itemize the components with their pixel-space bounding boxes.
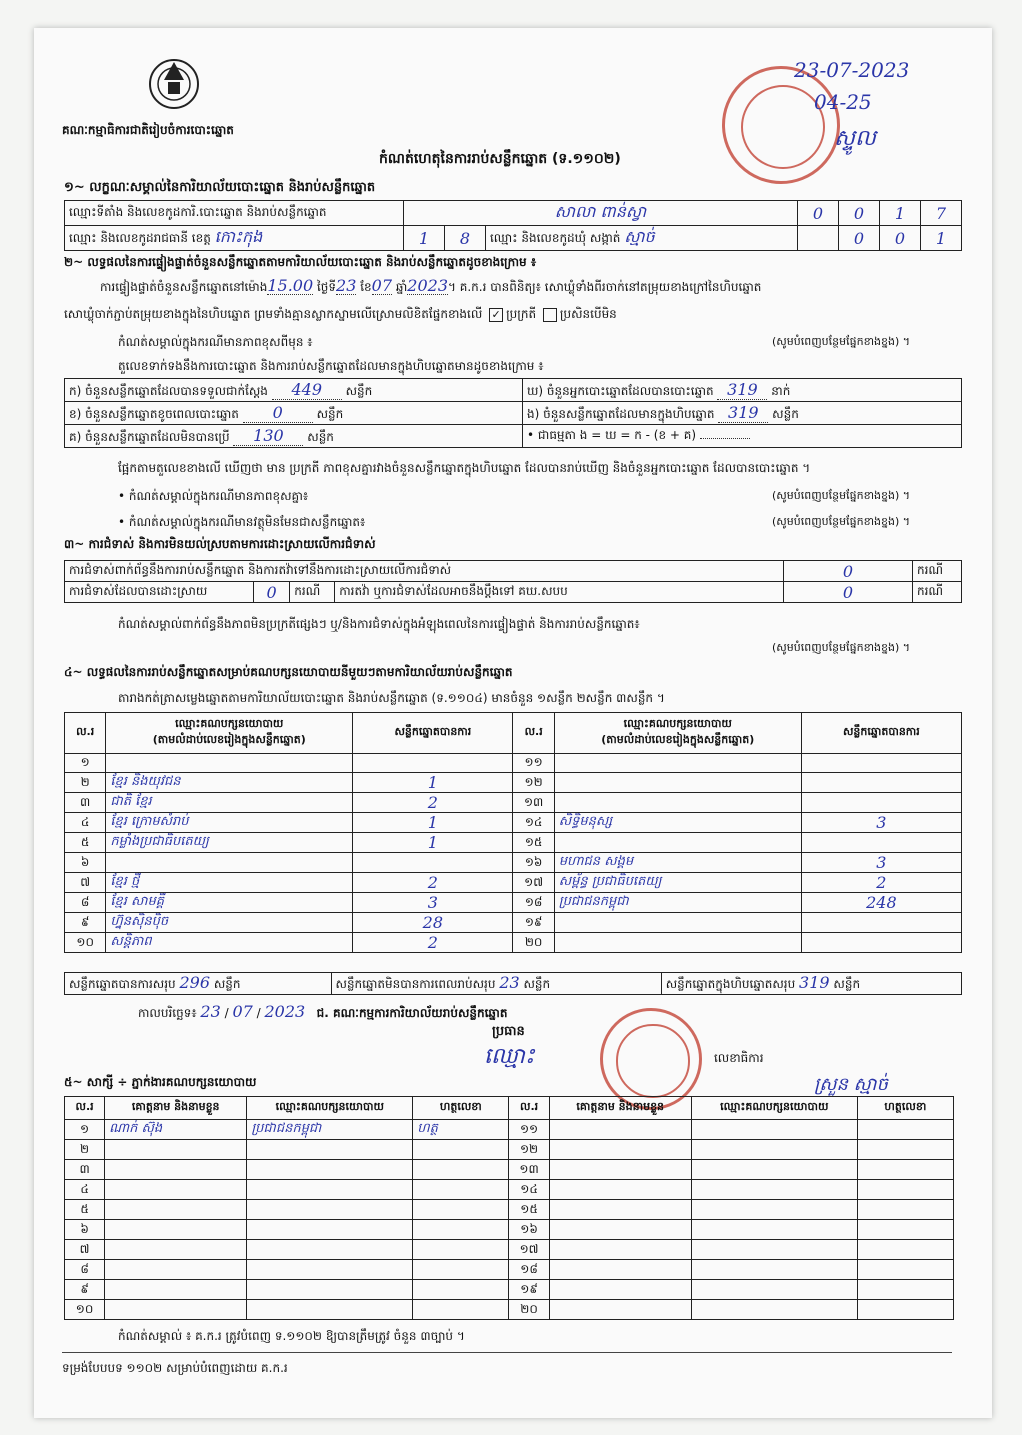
witness-no: ៥ — [65, 1200, 105, 1220]
org-name: គណៈកម្មាធិការជាតិរៀបចំការបោះឆ្នោត — [62, 123, 234, 137]
section1-heading: ១~ លក្ខណៈសម្គាល់នៃការិយាល័យបោះឆ្នោត និងរាប់សន្លឹកឆ្នោត — [64, 180, 376, 195]
province-code-2: 8 — [445, 226, 486, 251]
witness-signature-2 — [857, 1220, 953, 1240]
witness-signature-2 — [857, 1240, 953, 1260]
count-right-cell — [523, 379, 962, 402]
signing-month: 07 — [232, 1002, 253, 1021]
result-no-2: ១៥ — [513, 833, 554, 853]
result-party-2: ប្រជាជនកម្ពុជា — [554, 893, 801, 913]
witness-party-2 — [691, 1260, 857, 1280]
witness-row — [65, 1300, 954, 1320]
count-left-unit: សន្លឹក — [307, 429, 334, 444]
result-votes: 1 — [353, 773, 513, 793]
witness-signature-2 — [857, 1120, 953, 1140]
count-left-cell — [65, 379, 523, 402]
witness-no-2: ១៥ — [509, 1200, 549, 1220]
witness-no-2: ១៣ — [509, 1160, 549, 1180]
result-row — [65, 773, 962, 793]
witness-party — [247, 1300, 413, 1320]
commune-code-1: 0 — [839, 226, 880, 251]
result-party: ខ្មែរ និងយុវជន — [106, 773, 353, 793]
national-emblem-icon — [142, 50, 206, 112]
witness-no: ៧ — [65, 1240, 105, 1260]
witness-signature — [413, 1200, 509, 1220]
document-page — [34, 28, 992, 1418]
witness-party-2 — [691, 1180, 857, 1200]
verification-line-2: សោឃ្លុំចាក់ភ្ជាប់តម្រុយខាងក្នុងនៃហិបឆ្នោត ព្រមទាំងគ្មានស្លាកស្នាមលើស្រោមលិខិតផ្នែកខាងលើ ✓ ប្រក្រតី ប្រសិនបើមិន — [64, 307, 617, 321]
resolved-label: ការជំទាស់ដែលបានដោះស្រាយ — [65, 582, 254, 603]
result-no: ២ — [65, 773, 106, 793]
stamp-time: 04-25 — [814, 90, 872, 114]
count-right-value: 319 — [718, 403, 768, 423]
result-votes: 28 — [353, 913, 513, 933]
complaints-label: ការជំទាស់ពាក់ព័ន្ធនឹងការរាប់សន្លឹកឆ្នោត និងការតវ៉ាទៅនឹងការដោះស្រាយលើការជំទាស់ — [65, 561, 784, 582]
count-right-cell — [523, 425, 962, 448]
witness-party-2 — [691, 1120, 857, 1140]
result-row — [65, 754, 962, 773]
witness-no-2: ១៤ — [509, 1180, 549, 1200]
witness-row — [65, 1220, 954, 1240]
witness-signature-2 — [857, 1280, 953, 1300]
witness-party — [247, 1180, 413, 1200]
result-no-2: ១៤ — [513, 813, 554, 833]
witness-signature — [413, 1140, 509, 1160]
result-row — [65, 873, 962, 893]
result-votes-2: 248 — [801, 893, 961, 913]
result-votes: 1 — [353, 813, 513, 833]
count-left-unit: សន្លឹក — [316, 406, 344, 421]
witness-no: ១ — [65, 1120, 105, 1140]
result-party-2 — [554, 754, 801, 773]
official-stamp-bottom — [600, 1008, 702, 1110]
total-in-box-value: 319 — [799, 973, 830, 992]
result-no-2: ២០ — [513, 933, 554, 953]
result-party-2 — [554, 913, 801, 933]
signing-date: កាលបរិច្ឆេទ៖ 23 / 07 / 2023 ជ. គណៈកម្មការការិយាល័យរាប់សន្លឹកឆ្នោត — [138, 1002, 508, 1021]
witness-party-2 — [691, 1220, 857, 1240]
result-no-2: ១៩ — [513, 913, 554, 933]
result-votes — [353, 853, 513, 873]
witness-signature — [413, 1220, 509, 1240]
result-party: ហ្វ៊ុនស៊ិនប៉ិច — [106, 913, 353, 933]
chair-signature: ឈ្មោះ — [484, 1044, 535, 1069]
count-left-label: ក) ចំនួនសន្លឹកឆ្នោតដែលបានទទួលជាក់ស្តែង — [69, 383, 268, 398]
fill-hint-2: (សូមបំពេញបន្ថែមផ្នែកខាងខ្នង) ។ — [772, 489, 911, 502]
tally-sheet-intro: តារាងកត់ត្រាសម្លេងឆ្នោតតាមការិយាល័យបោះឆ្នោត និងរាប់សន្លឹកឆ្នោត (ទ.១១០៤) មានចំនួន ១សន្លឹក ២សន្លឹក ៣សន្លឹក ។ — [118, 691, 665, 705]
resolved-value: 0 — [254, 582, 290, 603]
divider — [62, 1352, 952, 1353]
witness-signature — [413, 1300, 509, 1320]
witness-party: ប្រជាជនកម្ពុជា — [247, 1120, 413, 1140]
witness-row — [65, 1260, 954, 1280]
complaints-table: ការជំទាស់ពាក់ព័ន្ធនឹងការរាប់សន្លឹកឆ្នោត និងការតវ៉ាទៅនឹងការដោះស្រាយលើការជំទាស់ 0 ករណី ការជំទាស់ដែលបានដោះស្រាយ 0 ករណី ការតវ៉ា ឬការជំទាស់ដែលអាចនឹងប្តឹងទៅ គឃ.សបប 0 ករណី — [64, 560, 962, 603]
witness-no: ៣ — [65, 1160, 105, 1180]
count-right-unit: សន្លឹក — [772, 406, 799, 421]
witness-name-2 — [549, 1260, 691, 1280]
witness-no-2: ១៩ — [509, 1280, 549, 1300]
count-left-value: 130 — [233, 426, 303, 446]
appeal-value: 0 — [784, 582, 913, 603]
result-row — [65, 853, 962, 873]
count-row — [65, 402, 962, 425]
result-votes-2 — [801, 933, 961, 953]
result-party-2: មហាជន សង្គម — [554, 853, 801, 873]
witness-signature-2 — [857, 1140, 953, 1160]
location-code-2: 0 — [839, 201, 880, 226]
section1-table — [64, 200, 962, 251]
difference-note: • កំណត់សម្គាល់ក្នុងករណីមានភាពខុសគ្នា៖ — [118, 489, 309, 503]
verify-month: 07 — [371, 276, 393, 295]
totals-table — [64, 972, 962, 995]
result-votes: 3 — [353, 893, 513, 913]
witness-name-2 — [549, 1280, 691, 1300]
result-no-2: ១៣ — [513, 793, 554, 813]
count-right-label: ឃ) ចំនួនអ្នកបោះឆ្នោតដែលបានបោះឆ្នោត — [527, 383, 714, 398]
result-no: ៤ — [65, 813, 106, 833]
result-no: ៣ — [65, 793, 106, 813]
count-left-cell — [65, 402, 523, 425]
witness-signature — [413, 1260, 509, 1280]
location-label: ឈ្មោះទីតាំង និងលេខកូដការិ.បោះឆ្នោត និងរាប់សន្លឹកឆ្នោត — [65, 201, 404, 226]
result-votes-2: 3 — [801, 853, 961, 873]
witness-name — [105, 1220, 247, 1240]
result-votes-2: 3 — [801, 813, 961, 833]
commune-value: ស្មាច់ — [624, 227, 655, 246]
complaints-note: កំណត់សម្គាល់ពាក់ព័ន្ធនឹងភាពមិនប្រក្រតីផ្សេងៗ ឬ/និងការជំទាស់ក្នុងអំឡុងពេលនៃការផ្ទៀងផ្ទាត់ និងការរាប់សន្លឹកឆ្នោត៖ — [118, 617, 640, 631]
section3-heading: ៣~ ការជំទាស់ និងការមិនយល់ស្របតាមការដោះស្រាយលើការជំទាស់ — [64, 537, 376, 551]
witness-name-2 — [549, 1160, 691, 1180]
count-left-label: គ) ចំនួនសន្លឹកឆ្នោតដែលមិនបានប្រើ — [69, 429, 230, 444]
witness-no: ៨ — [65, 1260, 105, 1280]
result-votes-2 — [801, 754, 961, 773]
footnote: កំណត់សម្គាល់ ៖ គ.ក.រ ត្រូវបំពេញ ទ.១១០២ ឱ្យបានត្រឹមត្រូវ ចំនួន ៣ច្បាប់ ។ — [118, 1329, 465, 1343]
result-party: ខ្មែរ សាមគ្គី — [106, 893, 353, 913]
signing-day: 23 — [200, 1002, 221, 1021]
location-code-1: 0 — [798, 201, 839, 226]
result-votes — [353, 754, 513, 773]
witness-no-2: ១៦ — [509, 1220, 549, 1240]
result-party: កម្លាំងប្រជាធិបតេយ្យ — [106, 833, 353, 853]
result-party-2 — [554, 793, 801, 813]
verification-line-1: ការផ្ទៀងផ្ទាត់ចំនួនសន្លឹកឆ្នោតនៅម៉ោង15.00 ថ្ងៃទី23 ខែ07 ឆ្នាំ2023។ គ.ក.រ បានពិនិត្យ៖ សោឃ្លុំទាំងពីរចាក់នៅតម្រុយខាងក្រៅនៃហិបឆ្នោត — [100, 276, 762, 295]
result-votes: 2 — [353, 873, 513, 893]
result-no: ៦ — [65, 853, 106, 873]
witness-signature-2 — [857, 1300, 953, 1320]
witness-name: ណាក់ ស៊ុង — [105, 1120, 247, 1140]
commune-code-2: 0 — [880, 226, 921, 251]
witness-signature — [413, 1240, 509, 1260]
result-votes: 1 — [353, 833, 513, 853]
witness-party — [247, 1140, 413, 1160]
location-code-4: 7 — [921, 201, 962, 226]
result-party-2 — [554, 933, 801, 953]
witness-name — [105, 1180, 247, 1200]
witness-signature-2 — [857, 1200, 953, 1220]
witness-name-2 — [549, 1180, 691, 1200]
witness-name — [105, 1300, 247, 1320]
witness-name — [105, 1200, 247, 1220]
witness-row — [65, 1200, 954, 1220]
result-no: ១ — [65, 754, 106, 773]
result-row — [65, 833, 962, 853]
complaints-value: 0 — [784, 561, 913, 582]
section4-heading: ៤~ លទ្ធផលនៃការរាប់សន្លឹកឆ្នោតសម្រាប់គណបក្សនយោបាយនីមួយៗតាមការិយាល័យរាប់សន្លឹកឆ្នោត — [64, 665, 513, 679]
count-row — [65, 425, 962, 448]
result-row — [65, 893, 962, 913]
form-note: ទម្រង់បែបបទ ១១០២ សម្រាប់បំពេញដោយ គ.ក.រ — [62, 1361, 288, 1375]
result-votes-2 — [801, 793, 961, 813]
section2-heading: ២~ លទ្ធផលនៃការផ្ទៀងផ្ទាត់ចំនួនសន្លឹកឆ្នោតតាមការិយាល័យបោះឆ្នោត និងរាប់សន្លឹកឆ្នោតដូចខាងក្រោម ៖ — [64, 255, 537, 269]
witness-party-2 — [691, 1240, 857, 1260]
count-right-label: ង) ចំនួនសន្លឹកឆ្នោតដែលមានក្នុងហិបឆ្នោត — [527, 406, 715, 421]
result-party: ជាតិ ខ្មែរ — [106, 793, 353, 813]
witness-party — [247, 1280, 413, 1300]
location-code-3: 1 — [880, 201, 921, 226]
witness-no-2: ១២ — [509, 1140, 549, 1160]
witness-signature: ហត្ថ — [413, 1120, 509, 1140]
foreign-object-note: • កំណត់សម្គាល់ក្នុងករណីមានវត្ថុមិនមែនជាសន្លឹកឆ្នោត៖ — [118, 515, 366, 529]
total-valid-value: 296 — [179, 973, 211, 992]
witness-party-2 — [691, 1140, 857, 1160]
count-right-label: • ជាធម្មតា ង = ឃ = ក - (ខ + គ) — [527, 428, 697, 442]
witness-party — [247, 1260, 413, 1280]
result-party: ខ្មែរ ក្រោមសំរាប់ — [106, 813, 353, 833]
witness-signature-2 — [857, 1160, 953, 1180]
result-no-2: ១៦ — [513, 853, 554, 873]
result-no: ៨ — [65, 893, 106, 913]
witness-signature — [413, 1180, 509, 1200]
witness-name-2 — [549, 1220, 691, 1240]
witness-name-2 — [549, 1240, 691, 1260]
witness-row — [65, 1180, 954, 1200]
witness-name-2 — [549, 1200, 691, 1220]
witness-name — [105, 1140, 247, 1160]
result-party-2: សិទ្ធិមនុស្ស — [554, 813, 801, 833]
witness-no: ៦ — [65, 1220, 105, 1240]
results-table: ល.រ ឈ្មោះគណបក្សនយោបាយ (តាមលំដាប់លេខរៀងក្នុងសន្លឹកឆ្នោត) សន្លឹកឆ្នោតបានការ ល.រ ឈ្មោះគណបក្សនយោបាយ (តាមលំដាប់លេខរៀងក្នុងសន្លឹកឆ្នោត) សន្លឹកឆ្នោតបានការ ១ ១១ ២ ខ្មែរ និងយុវជន 1 ១២ ៣ ជាតិ ខ្មែរ 2 ១៣ ៤ ខ្មែរ ក្រោមសំរាប់ 1 ១៤ សិទ្ធិមនុស្ស 3 ៥ កម្លាំងប្រជាធិបតេយ្យ 1 ១៥ ៦ ១៦ មហាជន សង្គម 3 ៧ ខ្មែរ ថ្មី 2 ១៧ សម្ព័ន្ធ ប្រជាធិបតេយ្យ 2 ៨ ខ្មែរ សាមគ្គី 3 ១៨ ប្រជាជនកម្ពុជា 248 ៩ ហ្វ៊ុនស៊ិនប៉ិច 28 ១៩ ១០ សន្តិភាព 2 ២០ — [64, 712, 962, 953]
total-invalid-value: 23 — [499, 973, 520, 992]
total-invalid: សន្លឹកឆ្នោតមិនបានការពេលរាប់សរុប 23 សន្លឹក — [331, 973, 661, 995]
witness-party — [247, 1200, 413, 1220]
section5-heading: ៥~ សាក្សី ÷ ភ្នាក់ងារគណបក្សនយោបាយ — [64, 1075, 257, 1089]
province-label: ឈ្មោះ និងលេខកូដរាជធានី ខេត្ត កោះកុង — [65, 226, 404, 251]
result-no: ១០ — [65, 933, 106, 953]
result-party-2: សម្ព័ន្ធ ប្រជាធិបតេយ្យ — [554, 873, 801, 893]
normal-checkbox[interactable]: ✓ — [489, 308, 503, 322]
result-votes-2 — [801, 913, 961, 933]
province-code-1: 1 — [404, 226, 445, 251]
province-value: កោះកុង — [214, 227, 263, 246]
witness-no-2: ២០ — [509, 1300, 549, 1320]
signing-year: 2023 — [264, 1002, 306, 1021]
witness-no: ៩ — [65, 1280, 105, 1300]
commune-code-3: 1 — [921, 226, 962, 251]
witness-signature-2 — [857, 1260, 953, 1280]
witness-party-2 — [691, 1280, 857, 1300]
result-votes: 2 — [353, 793, 513, 813]
official-stamp-top — [722, 66, 840, 184]
result-party — [106, 754, 353, 773]
count-left-cell — [65, 425, 523, 448]
difference-check-line: ផ្អែកតាមតួលេខខាងលើ ឃើញថា មាន ប្រក្រតី ភាពខុសគ្នារវាងចំនួនសន្លឹកឆ្នោតក្នុងហិបឆ្នោត ដែលបានរាប់ឃើញ និងចំនួនអ្នកបោះឆ្នោត ដែលបានបោះឆ្នោត ។ — [118, 461, 811, 475]
result-row — [65, 813, 962, 833]
count-left-label: ខ) ចំនួនសន្លឹកឆ្នោតខូចពេលបោះឆ្នោត — [69, 406, 239, 421]
witness-no: ៤ — [65, 1180, 105, 1200]
witness-no-2: ១១ — [509, 1120, 549, 1140]
count-left-unit: សន្លឹក — [345, 383, 373, 398]
witness-no-2: ១៨ — [509, 1260, 549, 1280]
stamp-signature: ស្ទូល — [834, 126, 876, 151]
witness-signature-2 — [857, 1180, 953, 1200]
count-left-value: 0 — [243, 403, 313, 423]
appeal-label: ការតវ៉ា ឬការជំទាស់ដែលអាចនឹងប្តឹងទៅ គឃ.សបប — [335, 582, 784, 603]
witness-row — [65, 1240, 954, 1260]
fill-hint-4: (សូមបំពេញបន្ថែមផ្នែកខាងខ្នង) ។ — [772, 641, 911, 654]
chair-label: ប្រធាន — [492, 1024, 525, 1039]
count-row — [65, 379, 962, 402]
verify-year: 2023 — [407, 276, 448, 295]
result-party: សន្តិភាព — [106, 933, 353, 953]
total-valid: សន្លឹកឆ្នោតបានការសរុប 296 សន្លឹក — [65, 973, 332, 995]
fill-hint-1: (សូមបំពេញបន្ថែមផ្នែកខាងខ្នង) ។ — [772, 335, 911, 348]
witness-name — [105, 1280, 247, 1300]
witness-party-2 — [691, 1300, 857, 1320]
witness-signature — [413, 1160, 509, 1180]
numbers-intro: តួលេខទាក់ទងនឹងការបោះឆ្នោត និងការរាប់សន្លឹកឆ្នោតដែលមានក្នុងហិបឆ្នោតមានដូចខាងក្រោម ៖ — [118, 359, 544, 373]
result-votes-2 — [801, 833, 961, 853]
location-value: សាលា ពាន់ស្វា — [404, 201, 798, 226]
verify-time: 15.00 — [267, 276, 314, 295]
witness-party — [247, 1220, 413, 1240]
fill-hint-3: (សូមបំពេញបន្ថែមផ្នែកខាងខ្នង) ។ — [772, 515, 911, 528]
witness-row — [65, 1120, 954, 1140]
result-party — [106, 853, 353, 873]
witness-party-2 — [691, 1200, 857, 1220]
irregular-note: កំណត់សម្គាល់ក្នុងករណីមានភាពខុសពីមុន ៖ — [118, 335, 313, 349]
count-right-value: 319 — [717, 380, 767, 400]
witness-row — [65, 1160, 954, 1180]
result-party-2 — [554, 773, 801, 793]
result-row — [65, 913, 962, 933]
witness-name — [105, 1240, 247, 1260]
witness-no-2: ១៧ — [509, 1240, 549, 1260]
result-no-2: ១១ — [513, 754, 554, 773]
result-party: ខ្មែរ ថ្មី — [106, 873, 353, 893]
witness-table: ល.រ គោត្តនាម និងនាមខ្លួន ឈ្មោះគណបក្សនយោបាយ ហត្ថលេខា ល.រ គោត្តនាម និងនាមខ្លួន ឈ្មោះគណបក្សនយោបាយ ហត្ថលេខា ១ ណាក់ ស៊ុង ប្រជាជនកម្ពុជា ហត្ថ ១១ ២ ១២ ៣ ១៣ ៤ ១៤ ៥ ១៥ ៦ ១៦ ៧ ១៧ ៨ ១៨ ៩ ១៩ ១០ ២០ — [64, 1096, 954, 1320]
commune-label: ឈ្មោះ និងលេខកូដឃុំ សង្កាត់ ស្មាច់ — [486, 226, 798, 251]
secretary-label: លេខាធិការ — [714, 1051, 764, 1065]
witness-name-2 — [549, 1140, 691, 1160]
page-title: កំណត់ហេតុនៃការរាប់សន្លឹកឆ្នោត (ទ.១១០២) — [379, 151, 621, 167]
ballot-count-table — [64, 378, 962, 448]
result-votes-2: 2 — [801, 873, 961, 893]
result-row — [65, 933, 962, 953]
witness-row — [65, 1140, 954, 1160]
count-left-value: 449 — [272, 380, 342, 400]
witness-no: ២ — [65, 1140, 105, 1160]
result-no-2: ១២ — [513, 773, 554, 793]
witness-party — [247, 1240, 413, 1260]
result-no-2: ១៨ — [513, 893, 554, 913]
result-row — [65, 793, 962, 813]
abnormal-checkbox[interactable] — [543, 308, 557, 322]
result-no: ៥ — [65, 833, 106, 853]
count-right-unit: នាក់ — [771, 383, 791, 398]
witness-row — [65, 1280, 954, 1300]
result-votes: 2 — [353, 933, 513, 953]
stamp-date: 23-07-2023 — [794, 58, 910, 82]
total-in-box: សន្លឹកឆ្នោតក្នុងហិបឆ្នោតសរុប 319 សន្លឹក — [661, 973, 961, 995]
witness-name-2 — [549, 1300, 691, 1320]
result-party-2 — [554, 833, 801, 853]
witness-signature — [413, 1280, 509, 1300]
secretary-name: ស្រួន ស្មាច់ — [814, 1074, 888, 1095]
witness-party — [247, 1160, 413, 1180]
result-no-2: ១៧ — [513, 873, 554, 893]
result-no: ៩ — [65, 913, 106, 933]
count-right-value — [700, 438, 750, 439]
result-no: ៧ — [65, 873, 106, 893]
verify-day: 23 — [336, 276, 357, 295]
witness-name-2 — [549, 1120, 691, 1140]
witness-no: ១០ — [65, 1300, 105, 1320]
count-right-cell — [523, 402, 962, 425]
result-votes-2 — [801, 773, 961, 793]
witness-name — [105, 1260, 247, 1280]
witness-party-2 — [691, 1160, 857, 1180]
witness-name — [105, 1160, 247, 1180]
